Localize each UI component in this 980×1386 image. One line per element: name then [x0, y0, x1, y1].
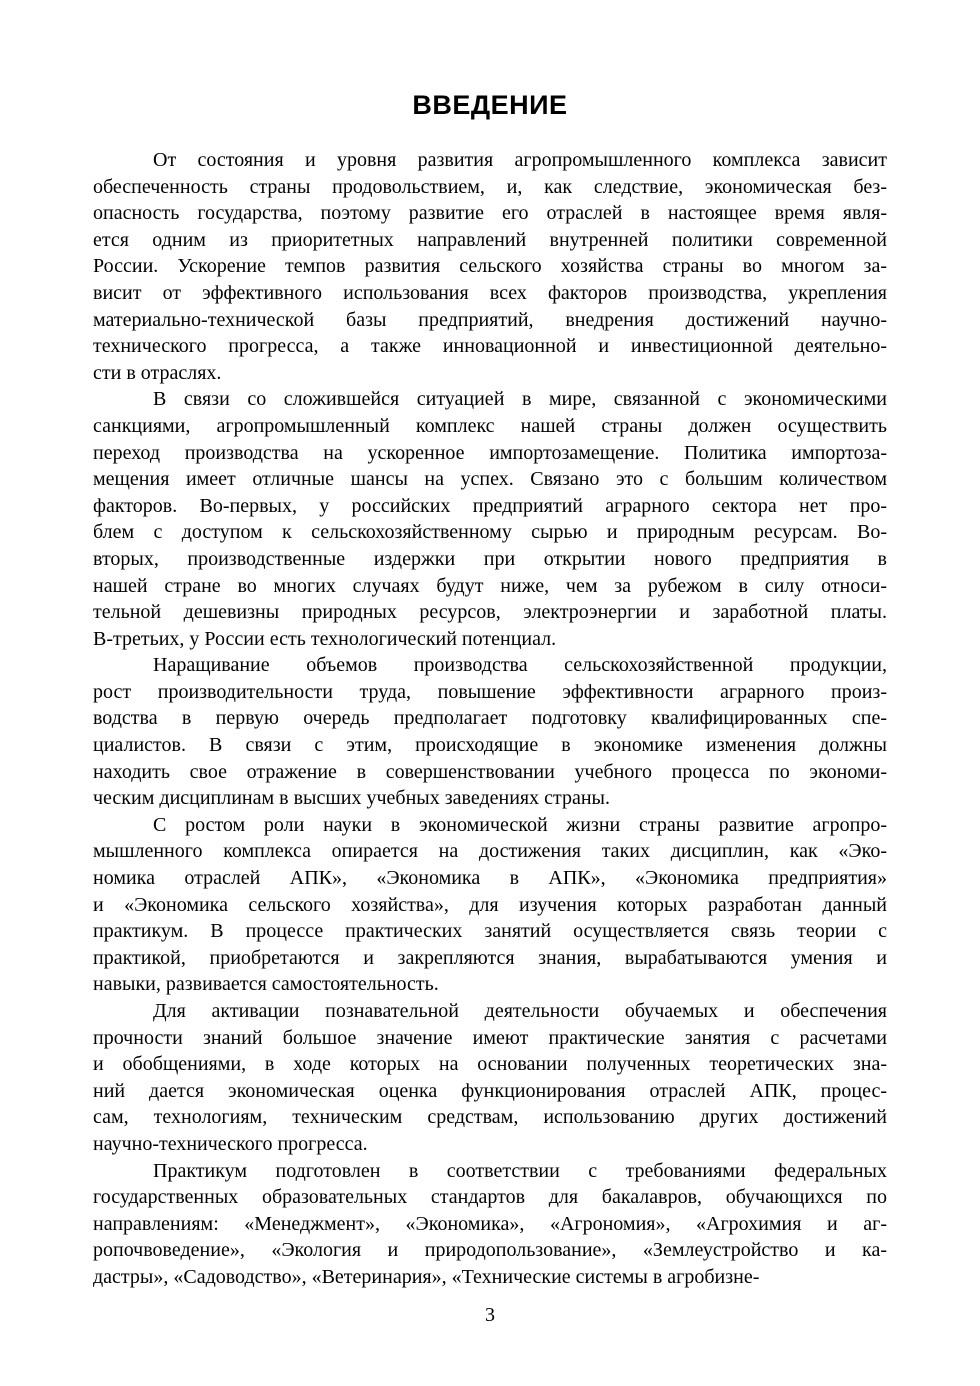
text-line: России. Ускорение темпов развития сельского хозяйства страны во многом за- [93, 255, 887, 278]
text-line: С ростом роли науки в экономической жизни страны развитие агропро- [153, 813, 887, 836]
text-line: Для активации познавательной деятельности обучаемых и обеспечения [153, 1000, 887, 1022]
paragraph [93, 386, 887, 652]
paragraph [93, 652, 887, 812]
text-line: практикум. В процессе практических занятий осуществляется связь теории с [93, 920, 887, 943]
text-line: висит от эффективного использования всех факторов производства, укрепления [93, 281, 887, 304]
text-line: дастры», «Садоводство», «Ветеринария», «Технические системы в агробизне- [93, 1265, 760, 1288]
text-line: тельной дешевизны природных ресурсов, электроэнергии и заработной платы. [93, 601, 887, 624]
text-line: прочности знаний большое значение имеют практические занятия с расчетами [93, 1026, 887, 1049]
text-line: циалистов. В связи с этим, происходящие в экономике изменения должны [93, 734, 887, 757]
paragraph [93, 1158, 887, 1291]
text-line: практикой, приобретаются и закрепляются знания, вырабатываются умения и [93, 946, 887, 969]
text-line: и «Экономика сельского хозяйства», для изучения которых разработан данный [93, 893, 887, 916]
text-line: технического прогресса, а также инновационной и инвестиционной деятельно- [93, 335, 887, 358]
paragraph [93, 998, 887, 1158]
text-line: находить свое отражение в совершенствовании учебного процесса по экономи- [93, 760, 887, 783]
text-line: санкциями, агропромышленный комплекс нашей страны должен осуществить [93, 414, 887, 437]
text-line: вторых, производственные издержки при открытии нового предприятия в [93, 547, 887, 570]
page-number: 3 [485, 1304, 495, 1326]
text-line: Наращивание объемов производства сельскохозяйственной продукции, [153, 654, 887, 677]
text-line: мещения имеет отличные шансы на успех. Связано это с большим количеством [93, 468, 887, 491]
text-line: опасность государства, поэтому развитие его отраслей в настоящее время явля- [93, 202, 887, 225]
page-title: ВВЕДЕНИЕ [412, 90, 568, 120]
text-line: факторов. Во-первых, у российских предприятий аграрного сектора нет про- [93, 494, 887, 517]
text-line: В-третьих, у России есть технологический потенциал. [93, 627, 557, 650]
text-line: От состояния и уровня развития агропромышленного комплекса зависит [153, 149, 887, 171]
text-line: мышленного комплекса опирается на достижения таких дисциплин, как «Эко- [93, 840, 887, 863]
text-line: нашей стране во многих случаях будут ниже, чем за рубежом в силу относи- [93, 574, 887, 597]
text-line: сти в отраслях. [93, 361, 222, 384]
text-line: сам, технологиям, техническим средствам, использованию других достижений [93, 1106, 887, 1129]
text-line: Практикум подготовлен в соответствии с требованиями федеральных [153, 1159, 887, 1182]
paragraph [93, 147, 887, 386]
text-line: номика отраслей АПК», «Экономика в АПК», «Экономика предприятия» [93, 867, 887, 890]
body-text [93, 147, 887, 1291]
text-line: ется одним из приоритетных направлений внутренней политики современной [93, 228, 887, 251]
text-line: ропочвоведение», «Экология и природопользование», «Землеустройство и ка- [93, 1239, 887, 1262]
text-line: переход производства на ускоренное импортозамещение. Политика импортоза- [93, 441, 887, 464]
text-line: ний дается экономическая оценка функционирования отраслей АПК, процес- [93, 1079, 887, 1102]
paragraph [93, 812, 887, 998]
text-line: навыки, развивается самостоятельность. [93, 973, 439, 996]
text-line: материально-технической базы предприятий, внедрения достижений научно- [93, 308, 887, 331]
text-line: и обобщениями, в ходе которых на основании полученных теоретических зна- [93, 1053, 887, 1076]
text-line: блем с доступом к сельскохозяйственному сырью и природным ресурсам. Во- [93, 521, 887, 544]
text-line: направлениям: «Менеджмент», «Экономика», «Агрономия», «Агрохимия и аг- [93, 1212, 887, 1235]
text-line: научно-технического прогресса. [93, 1132, 368, 1155]
text-line: ческим дисциплинам в высших учебных заведениях страны. [93, 787, 610, 810]
text-line: обеспеченность страны продовольствием, и, как следствие, экономическая без- [93, 175, 887, 198]
text-line: государственных образовательных стандартов для бакалавров, обучающихся по [93, 1186, 887, 1209]
text-line: В связи со сложившейся ситуацией в мире, связанной с экономическими [153, 388, 887, 411]
text-line: рост производительности труда, повышение эффективности аграрного произ- [93, 680, 887, 703]
text-line: водства в первую очередь предполагает подготовку квалифицированных спе- [93, 707, 887, 730]
